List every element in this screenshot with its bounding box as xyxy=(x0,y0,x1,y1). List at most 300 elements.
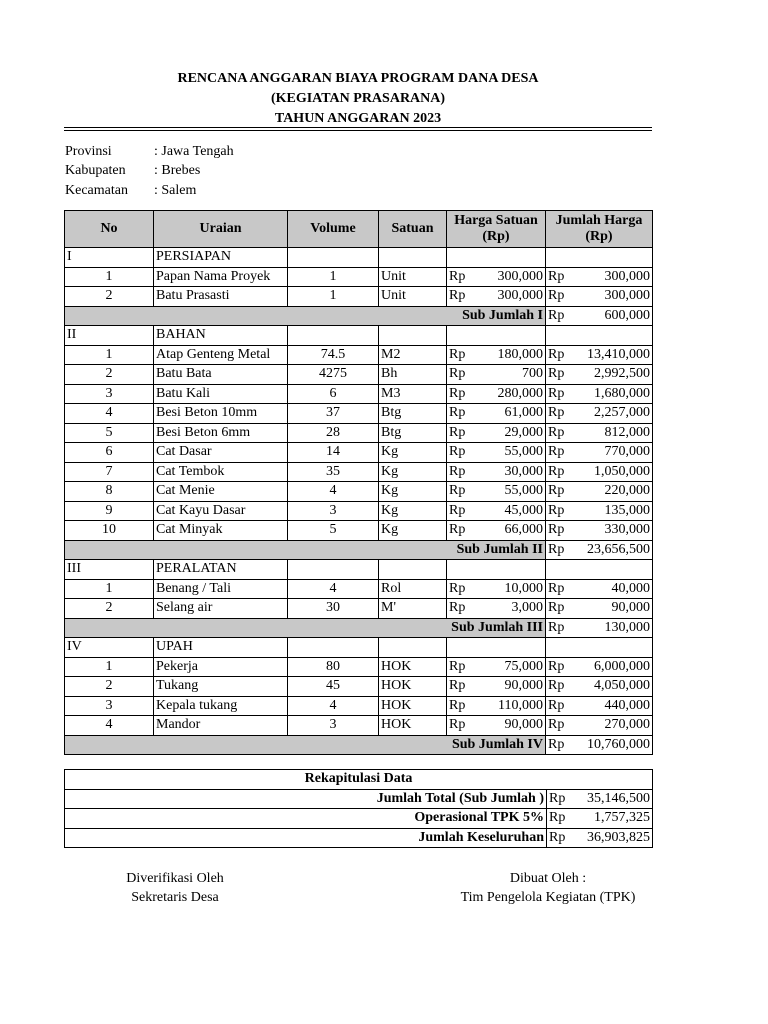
col-header-volume: Volume xyxy=(288,211,379,248)
item-harga-satuan xyxy=(447,462,546,482)
currency-label: Rp xyxy=(548,600,565,616)
currency-label: Rp xyxy=(548,385,565,401)
item-jumlah-harga xyxy=(546,462,653,482)
amount-value: 10,760,000 xyxy=(587,736,650,752)
amount-value: 700 xyxy=(522,366,543,382)
empty-cell xyxy=(288,560,379,580)
item-no: 4 xyxy=(65,716,154,736)
table-row xyxy=(65,579,653,599)
item-jumlah-harga xyxy=(546,365,653,385)
item-uraian: Benang / Tali xyxy=(154,579,288,599)
amount-value: 40,000 xyxy=(611,580,650,596)
item-uraian: Batu Bata xyxy=(154,365,288,385)
empty-cell xyxy=(379,326,447,346)
amount-value: 440,000 xyxy=(604,697,650,713)
item-jumlah-harga xyxy=(546,384,653,404)
title-line-1: RENCANA ANGGARAN BIAYA PROGRAM DANA DESA xyxy=(177,71,539,86)
item-jumlah-harga-content xyxy=(548,599,650,617)
item-satuan: HOK xyxy=(379,657,447,677)
item-volume: 3 xyxy=(288,716,379,736)
amount-value: 23,656,500 xyxy=(587,541,650,557)
currency-label: Rp xyxy=(449,346,466,362)
currency-label: Rp xyxy=(449,444,466,460)
item-volume: 30 xyxy=(288,599,379,619)
section-row xyxy=(65,560,653,580)
item-harga-satuan xyxy=(447,657,546,677)
amount-value: 180,000 xyxy=(497,346,543,362)
amount-value: 90,000 xyxy=(504,678,543,694)
subtotal-label: Sub Jumlah II xyxy=(65,540,546,560)
amount-value: 812,000 xyxy=(604,424,650,440)
currency-label: Rp xyxy=(548,346,565,362)
col-header-satuan: Satuan xyxy=(379,211,447,248)
table-row xyxy=(65,521,653,541)
item-satuan: Kg xyxy=(379,462,447,482)
item-jumlah-harga xyxy=(546,443,653,463)
rekap-label: Jumlah Keseluruhan xyxy=(65,828,547,848)
table-row xyxy=(65,365,653,385)
empty-cell xyxy=(379,638,447,658)
info-value-kabupaten: : Brebes xyxy=(154,163,201,178)
title-line-2: (KEGIATAN PRASARANA) xyxy=(270,91,446,106)
table-row xyxy=(65,716,653,736)
section-name: UPAH xyxy=(154,638,288,658)
currency-label: Rp xyxy=(548,463,565,479)
item-jumlah-harga xyxy=(546,345,653,365)
item-harga-satuan xyxy=(447,482,546,502)
section-roman: I xyxy=(65,248,154,268)
table-row xyxy=(65,345,653,365)
item-harga-satuan xyxy=(447,423,546,443)
amount-value: 130,000 xyxy=(604,619,650,635)
item-harga-satuan-content xyxy=(449,658,543,676)
amount-value: 6,000,000 xyxy=(594,658,650,674)
item-no: 7 xyxy=(65,462,154,482)
currency-label: Rp xyxy=(449,463,466,479)
currency-label: Rp xyxy=(548,541,565,557)
item-volume: 4 xyxy=(288,579,379,599)
currency-label: Rp xyxy=(449,522,466,538)
item-uraian: Batu Prasasti xyxy=(154,287,288,307)
item-jumlah-harga xyxy=(546,501,653,521)
item-volume: 5 xyxy=(288,521,379,541)
item-jumlah-harga xyxy=(546,423,653,443)
item-satuan: M' xyxy=(379,599,447,619)
item-harga-satuan xyxy=(447,696,546,716)
rekap-value xyxy=(547,789,653,809)
currency-label: Rp xyxy=(449,580,466,596)
signature-right-line-1: Dibuat Oleh : xyxy=(509,871,587,886)
amount-value: 280,000 xyxy=(497,385,543,401)
currency-label: Rp xyxy=(449,658,466,674)
info-label-kabupaten: Kabupaten xyxy=(65,163,126,178)
info-value-provinsi: : Jawa Tengah xyxy=(154,144,234,159)
item-satuan: Kg xyxy=(379,501,447,521)
item-harga-satuan xyxy=(447,501,546,521)
currency-label: Rp xyxy=(548,444,565,460)
table-row xyxy=(65,443,653,463)
subtotal-row xyxy=(65,735,653,755)
subtotal-value xyxy=(546,306,653,326)
currency-label: Rp xyxy=(548,366,565,382)
item-volume: 28 xyxy=(288,423,379,443)
item-volume: 6 xyxy=(288,384,379,404)
table-row xyxy=(65,423,653,443)
amount-value: 2,992,500 xyxy=(594,366,650,382)
table-row xyxy=(65,384,653,404)
section-row xyxy=(65,638,653,658)
amount-value: 300,000 xyxy=(497,288,543,304)
currency-label: Rp xyxy=(449,405,466,421)
amount-value: 36,903,825 xyxy=(587,829,651,845)
currency-label: Rp xyxy=(548,658,565,674)
amount-value: 29,000 xyxy=(504,424,543,440)
currency-label: Rp xyxy=(548,678,565,694)
item-volume: 45 xyxy=(288,677,379,697)
amount-value: 10,000 xyxy=(504,580,543,596)
item-uraian: Mandor xyxy=(154,716,288,736)
currency-label: Rp xyxy=(548,307,565,323)
item-volume: 1 xyxy=(288,287,379,307)
item-satuan: Bh xyxy=(379,365,447,385)
item-harga-satuan-content xyxy=(449,443,543,461)
item-uraian: Besi Beton 10mm xyxy=(154,404,288,424)
empty-cell xyxy=(447,248,546,268)
signature-left-line-2: Sekretaris Desa xyxy=(131,890,219,905)
currency-label: Rp xyxy=(548,736,565,752)
item-jumlah-harga-content xyxy=(548,463,650,481)
currency-label: Rp xyxy=(548,502,565,518)
item-satuan: Btg xyxy=(379,404,447,424)
item-harga-satuan-content xyxy=(449,287,543,305)
item-uraian: Pekerja xyxy=(154,657,288,677)
item-no: 1 xyxy=(65,267,154,287)
empty-cell xyxy=(546,326,653,346)
item-harga-satuan xyxy=(447,599,546,619)
empty-cell xyxy=(288,326,379,346)
item-uraian: Papan Nama Proyek xyxy=(154,267,288,287)
header-rule-top xyxy=(64,127,652,128)
item-jumlah-harga xyxy=(546,599,653,619)
item-jumlah-harga-content xyxy=(548,287,650,305)
item-no: 2 xyxy=(65,287,154,307)
section-name: PERSIAPAN xyxy=(154,248,288,268)
currency-label: Rp xyxy=(449,424,466,440)
item-harga-satuan-content xyxy=(449,346,543,364)
rekap-value-content xyxy=(549,829,650,847)
info-label-kecamatan: Kecamatan xyxy=(65,183,128,198)
item-satuan: Unit xyxy=(379,287,447,307)
item-satuan: Kg xyxy=(379,443,447,463)
table-row xyxy=(65,287,653,307)
currency-label: Rp xyxy=(449,483,466,499)
item-harga-satuan-content xyxy=(449,404,543,422)
amount-value: 270,000 xyxy=(604,717,650,733)
item-harga-satuan xyxy=(447,677,546,697)
item-jumlah-harga-content xyxy=(548,716,650,734)
item-satuan: M2 xyxy=(379,345,447,365)
item-harga-satuan xyxy=(447,267,546,287)
currency-label: Rp xyxy=(548,268,565,284)
item-satuan: Rol xyxy=(379,579,447,599)
subtotal-label: Sub Jumlah III xyxy=(65,618,546,638)
subtotal-value xyxy=(546,735,653,755)
currency-label: Rp xyxy=(449,502,466,518)
empty-cell xyxy=(447,638,546,658)
subtotal-label: Sub Jumlah I xyxy=(65,306,546,326)
amount-value: 2,257,000 xyxy=(594,405,650,421)
item-harga-satuan-content xyxy=(449,365,543,383)
subtotal-row xyxy=(65,618,653,638)
empty-cell xyxy=(546,560,653,580)
item-satuan: HOK xyxy=(379,716,447,736)
item-no: 3 xyxy=(65,696,154,716)
item-harga-satuan xyxy=(447,404,546,424)
item-jumlah-harga xyxy=(546,657,653,677)
table-row xyxy=(65,657,653,677)
item-no: 1 xyxy=(65,345,154,365)
item-volume: 14 xyxy=(288,443,379,463)
subtotal-value-content xyxy=(548,619,650,637)
rekap-label: Operasional TPK 5% xyxy=(65,809,547,829)
currency-label: Rp xyxy=(548,717,565,733)
section-name: PERALATAN xyxy=(154,560,288,580)
item-volume: 35 xyxy=(288,462,379,482)
item-satuan: Btg xyxy=(379,423,447,443)
item-uraian: Cat Kayu Dasar xyxy=(154,501,288,521)
item-harga-satuan-content xyxy=(449,268,543,286)
item-harga-satuan xyxy=(447,716,546,736)
item-jumlah-harga-content xyxy=(548,697,650,715)
table-header-row xyxy=(65,211,653,248)
item-satuan: HOK xyxy=(379,696,447,716)
item-jumlah-harga xyxy=(546,696,653,716)
item-uraian: Cat Menie xyxy=(154,482,288,502)
item-harga-satuan-content xyxy=(449,716,543,734)
item-volume: 37 xyxy=(288,404,379,424)
item-volume: 4 xyxy=(288,482,379,502)
table-row xyxy=(65,677,653,697)
subtotal-label: Sub Jumlah IV xyxy=(65,735,546,755)
amount-value: 66,000 xyxy=(504,522,543,538)
info-value-kecamatan: : Salem xyxy=(154,183,197,198)
item-satuan: HOK xyxy=(379,677,447,697)
signature-right xyxy=(438,869,658,907)
item-volume: 3 xyxy=(288,501,379,521)
amount-value: 55,000 xyxy=(504,444,543,460)
table-row xyxy=(65,267,653,287)
empty-cell xyxy=(379,560,447,580)
item-jumlah-harga xyxy=(546,267,653,287)
amount-value: 75,000 xyxy=(504,658,543,674)
table-row xyxy=(65,599,653,619)
col-header-uraian: Uraian xyxy=(154,211,288,248)
item-no: 9 xyxy=(65,501,154,521)
item-no: 4 xyxy=(65,404,154,424)
item-harga-satuan-content xyxy=(449,697,543,715)
rekap-table xyxy=(64,769,653,848)
item-jumlah-harga-content xyxy=(548,385,650,403)
amount-value: 300,000 xyxy=(497,268,543,284)
item-harga-satuan xyxy=(447,443,546,463)
item-harga-satuan-content xyxy=(449,580,543,598)
item-uraian: Cat Dasar xyxy=(154,443,288,463)
subtotal-value xyxy=(546,540,653,560)
item-jumlah-harga xyxy=(546,404,653,424)
item-jumlah-harga-content xyxy=(548,502,650,520)
amount-value: 300,000 xyxy=(604,268,650,284)
currency-label: Rp xyxy=(548,580,565,596)
item-satuan: Kg xyxy=(379,482,447,502)
amount-value: 220,000 xyxy=(604,483,650,499)
item-uraian: Tukang xyxy=(154,677,288,697)
item-harga-satuan-content xyxy=(449,482,543,500)
rekap-row xyxy=(65,789,653,809)
amount-value: 1,680,000 xyxy=(594,385,650,401)
empty-cell xyxy=(447,326,546,346)
item-volume: 80 xyxy=(288,657,379,677)
signature-right-line-2: Tim Pengelola Kegiatan (TPK) xyxy=(460,890,636,905)
currency-label: Rp xyxy=(449,366,466,382)
rekap-value-content xyxy=(549,809,650,827)
amount-value: 45,000 xyxy=(504,502,543,518)
amount-value: 110,000 xyxy=(498,697,543,713)
subtotal-row xyxy=(65,306,653,326)
col-header-harga-satuan: Harga Satuan (Rp) xyxy=(447,211,546,248)
item-uraian: Cat Tembok xyxy=(154,462,288,482)
item-no: 2 xyxy=(65,677,154,697)
item-jumlah-harga-content xyxy=(548,677,650,695)
signature-left xyxy=(95,869,255,907)
item-jumlah-harga xyxy=(546,482,653,502)
item-satuan: Unit xyxy=(379,267,447,287)
item-uraian: Besi Beton 6mm xyxy=(154,423,288,443)
currency-label: Rp xyxy=(549,790,566,806)
empty-cell xyxy=(379,248,447,268)
item-no: 1 xyxy=(65,657,154,677)
currency-label: Rp xyxy=(548,405,565,421)
item-jumlah-harga-content xyxy=(548,268,650,286)
item-jumlah-harga-content xyxy=(548,404,650,422)
item-harga-satuan-content xyxy=(449,385,543,403)
header-rule-bottom xyxy=(64,130,652,131)
currency-label: Rp xyxy=(449,600,466,616)
rekap-title: Rekapitulasi Data xyxy=(65,770,653,790)
currency-label: Rp xyxy=(548,522,565,538)
item-uraian: Kepala tukang xyxy=(154,696,288,716)
amount-value: 13,410,000 xyxy=(587,346,650,362)
section-row xyxy=(65,248,653,268)
item-harga-satuan-content xyxy=(449,424,543,442)
currency-label: Rp xyxy=(449,385,466,401)
item-jumlah-harga-content xyxy=(548,658,650,676)
amount-value: 90,000 xyxy=(504,717,543,733)
item-jumlah-harga-content xyxy=(548,482,650,500)
item-no: 8 xyxy=(65,482,154,502)
amount-value: 1,757,325 xyxy=(594,810,651,826)
currency-label: Rp xyxy=(449,717,466,733)
amount-value: 1,050,000 xyxy=(594,463,650,479)
amount-value: 300,000 xyxy=(604,288,650,304)
col-header-jumlah-harga: Jumlah Harga (Rp) xyxy=(546,211,653,248)
section-roman: IV xyxy=(65,638,154,658)
currency-label: Rp xyxy=(548,483,565,499)
currency-label: Rp xyxy=(449,268,466,284)
amount-value: 61,000 xyxy=(504,405,543,421)
signature-left-line-1: Diverifikasi Oleh xyxy=(126,871,224,886)
amount-value: 4,050,000 xyxy=(594,678,650,694)
item-volume: 74.5 xyxy=(288,345,379,365)
amount-value: 3,000 xyxy=(511,600,543,616)
item-no: 6 xyxy=(65,443,154,463)
currency-label: Rp xyxy=(549,829,566,845)
budget-table xyxy=(64,210,653,755)
item-harga-satuan xyxy=(447,365,546,385)
currency-label: Rp xyxy=(548,424,565,440)
table-row xyxy=(65,501,653,521)
item-jumlah-harga xyxy=(546,287,653,307)
section-roman: III xyxy=(65,560,154,580)
currency-label: Rp xyxy=(449,697,466,713)
rekap-value-content xyxy=(549,790,650,808)
empty-cell xyxy=(288,638,379,658)
item-satuan: Kg xyxy=(379,521,447,541)
empty-cell xyxy=(288,248,379,268)
item-jumlah-harga xyxy=(546,521,653,541)
title-line-3: TAHUN ANGGARAN 2023 xyxy=(274,111,442,126)
item-harga-satuan-content xyxy=(449,463,543,481)
subtotal-value-content xyxy=(548,736,650,754)
amount-value: 770,000 xyxy=(604,444,650,460)
item-uraian: Selang air xyxy=(154,599,288,619)
item-no: 10 xyxy=(65,521,154,541)
item-jumlah-harga-content xyxy=(548,365,650,383)
empty-cell xyxy=(546,248,653,268)
item-volume: 4275 xyxy=(288,365,379,385)
item-no: 2 xyxy=(65,599,154,619)
info-label-provinsi: Provinsi xyxy=(65,144,112,159)
item-uraian: Cat Minyak xyxy=(154,521,288,541)
currency-label: Rp xyxy=(549,810,566,826)
amount-value: 90,000 xyxy=(611,600,650,616)
item-jumlah-harga-content xyxy=(548,443,650,461)
item-harga-satuan xyxy=(447,521,546,541)
item-harga-satuan xyxy=(447,345,546,365)
rekap-value xyxy=(547,828,653,848)
item-jumlah-harga xyxy=(546,677,653,697)
currency-label: Rp xyxy=(449,288,466,304)
rekap-value xyxy=(547,809,653,829)
subtotal-value xyxy=(546,618,653,638)
item-no: 2 xyxy=(65,365,154,385)
subtotal-value-content xyxy=(548,307,650,325)
col-header-no: No xyxy=(65,211,154,248)
empty-cell xyxy=(447,560,546,580)
amount-value: 55,000 xyxy=(504,483,543,499)
rekap-label: Jumlah Total (Sub Jumlah ) xyxy=(65,789,547,809)
item-satuan: M3 xyxy=(379,384,447,404)
section-row xyxy=(65,326,653,346)
amount-value: 35,146,500 xyxy=(587,790,651,806)
item-jumlah-harga xyxy=(546,579,653,599)
item-harga-satuan xyxy=(447,287,546,307)
section-roman: II xyxy=(65,326,154,346)
currency-label: Rp xyxy=(449,678,466,694)
item-jumlah-harga-content xyxy=(548,346,650,364)
item-volume: 4 xyxy=(288,696,379,716)
item-jumlah-harga-content xyxy=(548,580,650,598)
rekap-row xyxy=(65,809,653,829)
